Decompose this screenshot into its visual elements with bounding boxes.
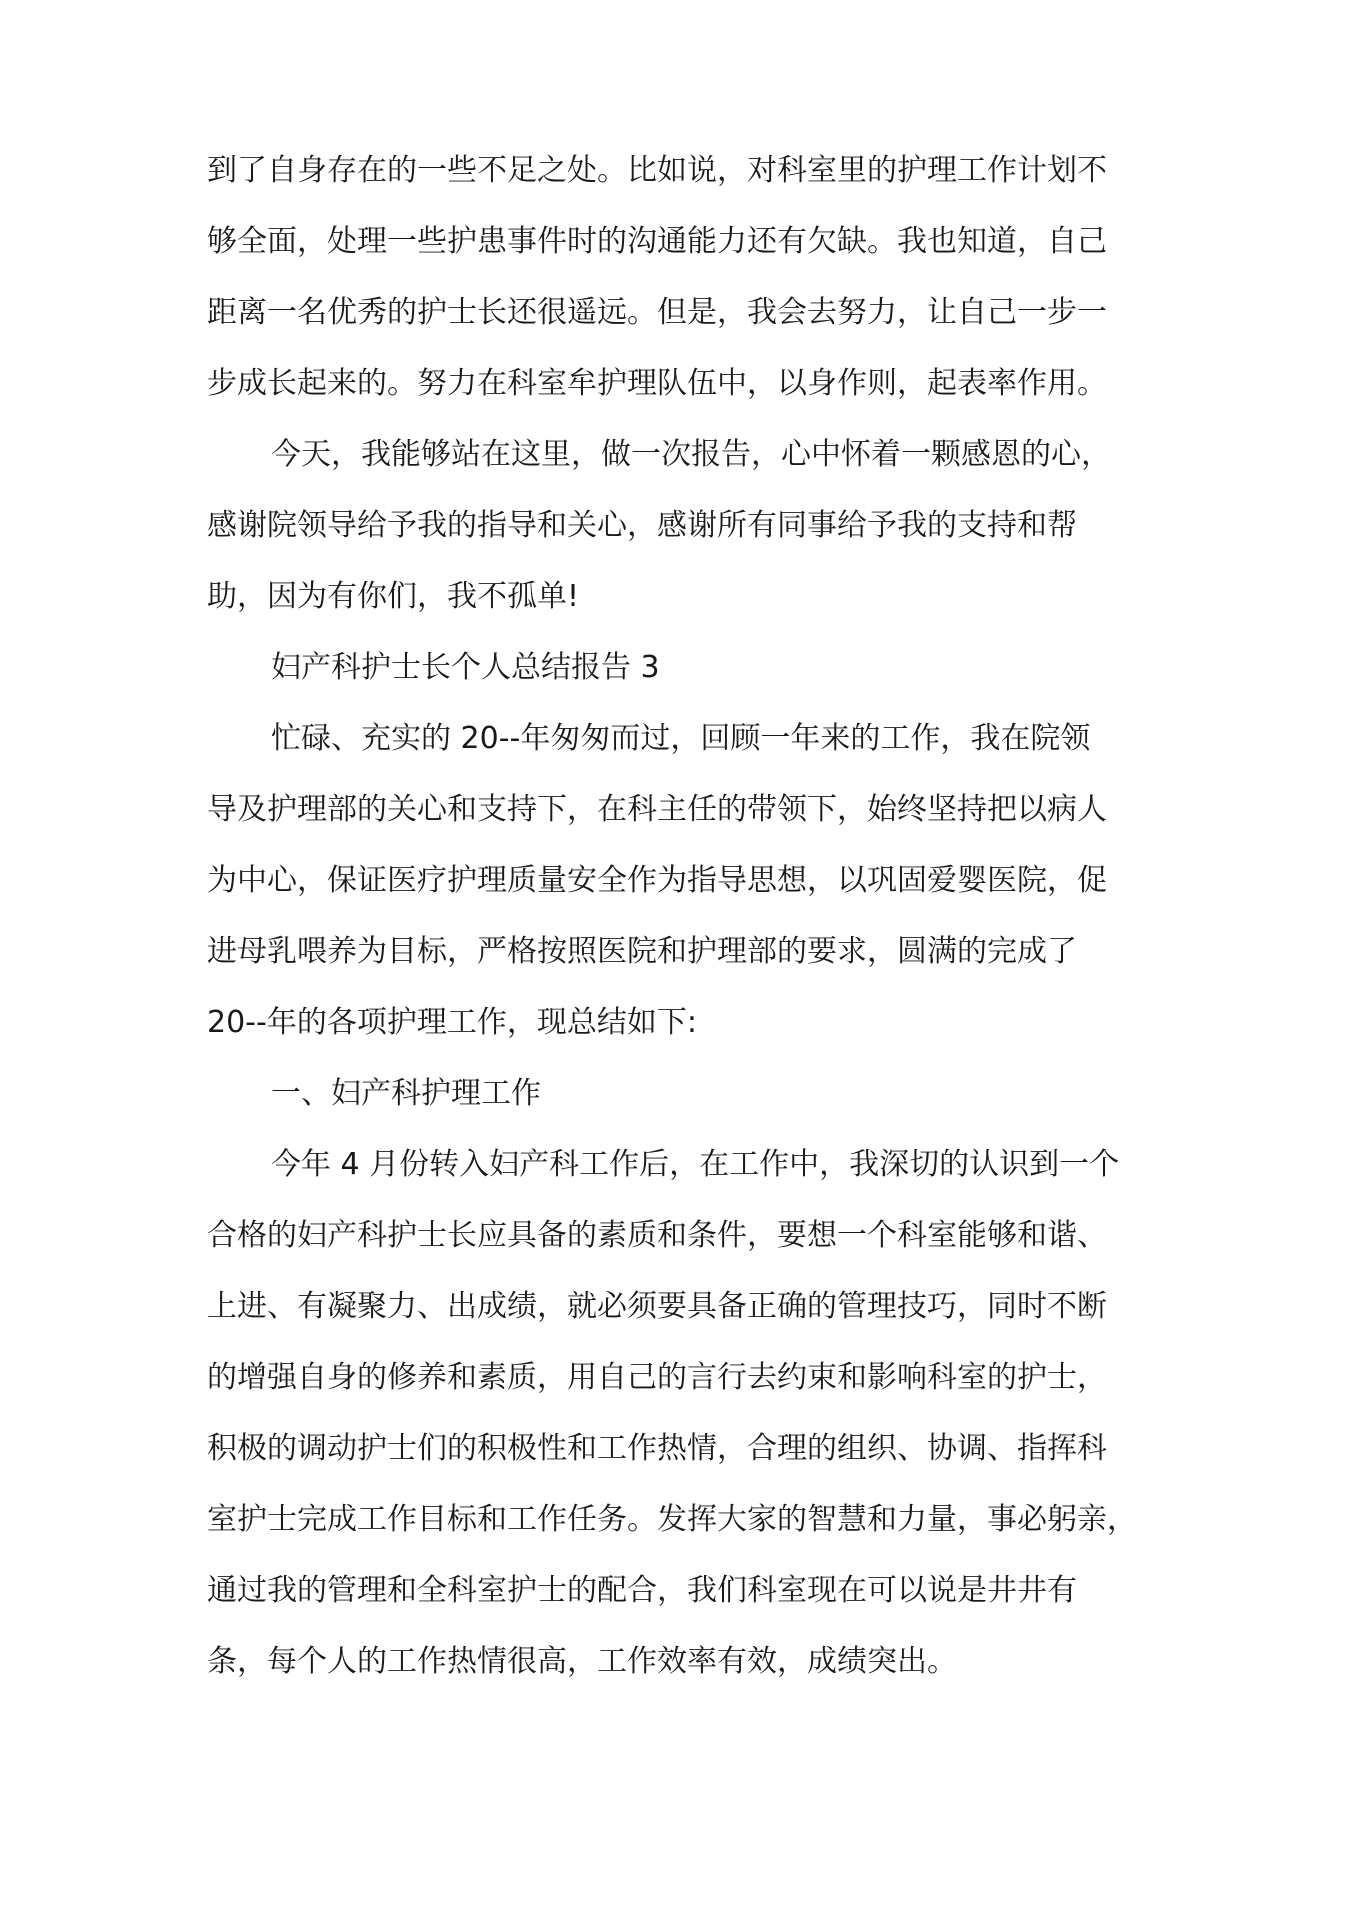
text-line: 室护士完成工作目标和工作任务。发挥大家的智慧和力量，事必躬亲，: [207, 1502, 1137, 1537]
text-line: 导及护理部的关心和支持下，在科主任的带领下，始终坚持把以病人: [207, 792, 1107, 827]
paragraph-intro: [207, 703, 1182, 1058]
document-body: [207, 135, 1182, 1697]
text-line: 够全面，处理一些护患事件时的沟通能力还有欠缺。我也知道，自己: [207, 224, 1107, 259]
text-line: 条，每个人的工作热情很高，工作效率有效，成绩突出。: [207, 1644, 957, 1679]
text-line: 积极的调动护士们的积极性和工作热情，合理的组织、协调、指挥科: [207, 1431, 1107, 1466]
paragraph-gratitude: [207, 419, 1182, 632]
text-line: 今年 4 月份转入妇产科工作后，在工作中，我深切的认识到一个: [271, 1147, 1120, 1182]
paragraph-section-body: [207, 1129, 1182, 1697]
text-line: 为中心，保证医疗护理质量安全作为指导思想，以巩固爱婴医院，促: [207, 863, 1107, 898]
text-line: 的增强自身的修养和素质，用自己的言行去约束和影响科室的护士，: [207, 1360, 1107, 1395]
text-line: 20--年的各项护理工作，现总结如下:: [207, 1005, 697, 1040]
text-line: 上进、有凝聚力、出成绩，就必须要具备正确的管理技巧，同时不断: [207, 1289, 1107, 1324]
paragraph-continuation: [207, 135, 1182, 419]
text-line: 到了自身存在的一些不足之处。比如说，对科室里的护理工作计划不: [207, 153, 1107, 188]
text-line: 忙碌、充实的 20--年匆匆而过，回顾一年来的工作，我在院领: [271, 721, 1091, 756]
text-line: 步成长起来的。努力在科室牟护理队伍中，以身作则，起表率作用。: [207, 366, 1107, 401]
text-line: 感谢院领导给予我的指导和关心，感谢所有同事给予我的支持和帮: [207, 508, 1077, 543]
text-line: 距离一名优秀的护士长还很遥远。但是，我会去努力，让自己一步一: [207, 295, 1107, 330]
heading-line: 妇产科护士长个人总结报告 3: [271, 650, 660, 685]
section-heading: [207, 1058, 1182, 1129]
heading-line: 一、妇产科护理工作: [271, 1076, 541, 1111]
text-line: 今天，我能够站在这里，做一次报告，心中怀着一颗感恩的心，: [271, 437, 1111, 472]
text-line: 助，因为有你们，我不孤单!: [207, 579, 580, 614]
text-line: 通过我的管理和全科室护士的配合，我们科室现在可以说是井井有: [207, 1573, 1077, 1608]
report-title: [207, 632, 1182, 703]
text-line: 合格的妇产科护士长应具备的素质和条件，要想一个科室能够和谐、: [207, 1218, 1107, 1253]
text-line: 进母乳喂养为目标，严格按照医院和护理部的要求，圆满的完成了: [207, 934, 1077, 969]
